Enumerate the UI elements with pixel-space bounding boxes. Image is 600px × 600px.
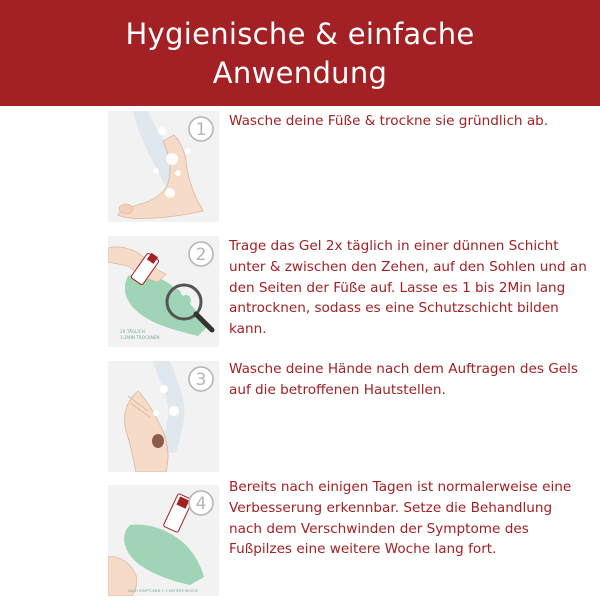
- step-1-text: Wasche deine Füße & trockne sie gründlich ab.: [229, 113, 549, 129]
- step-3-number: 3: [195, 370, 207, 390]
- foot-treatment-icon: [108, 485, 219, 596]
- step-2-caption-line1: 2X TÄGLICH: [120, 329, 145, 334]
- header-banner: [0, 0, 600, 106]
- step-4-caption: NACH SYMPTOMEN + 1 WEITERE WOCHE: [128, 589, 198, 593]
- step-4-text: Bereits nach einigen Tagen ist normalerweise eine Verbesserung erkennbar. Setze die Behandlung nach dem Verschwinden der Symptome des Fußpilzes eine weitere Woche lang fort.: [229, 479, 572, 558]
- hand-washing-icon: [108, 361, 219, 472]
- step-2-number: 2: [195, 245, 207, 265]
- step-4-number: 4: [195, 494, 207, 514]
- step-4-illustration: [108, 485, 219, 596]
- header-title-line1: Hygienische & einfache: [125, 17, 475, 51]
- header-title-line2: Anwendung: [212, 56, 388, 90]
- foot-washing-icon: [108, 111, 219, 222]
- step-2-caption-line2: 1-2MIN TROCKNEN: [120, 335, 160, 340]
- step-1-number: 1: [195, 120, 207, 140]
- step-1-illustration: [108, 111, 219, 222]
- step-2-text: Trage das Gel 2x täglich in einer dünnen Schicht unter & zwischen den Zehen, auf den Sohlen und an den Seiten der Füße auf. Lasse es 1 bis 2Min lang antrocknen, sodass es eine Schutzschicht bilden kann.: [229, 238, 587, 338]
- gel-application-icon: [108, 236, 219, 347]
- step-2-illustration: [108, 236, 219, 347]
- step-3-illustration: [108, 361, 219, 472]
- step-3-text: Wasche deine Hände nach dem Auftragen des Gels auf die betroffenen Hautstellen.: [229, 361, 579, 398]
